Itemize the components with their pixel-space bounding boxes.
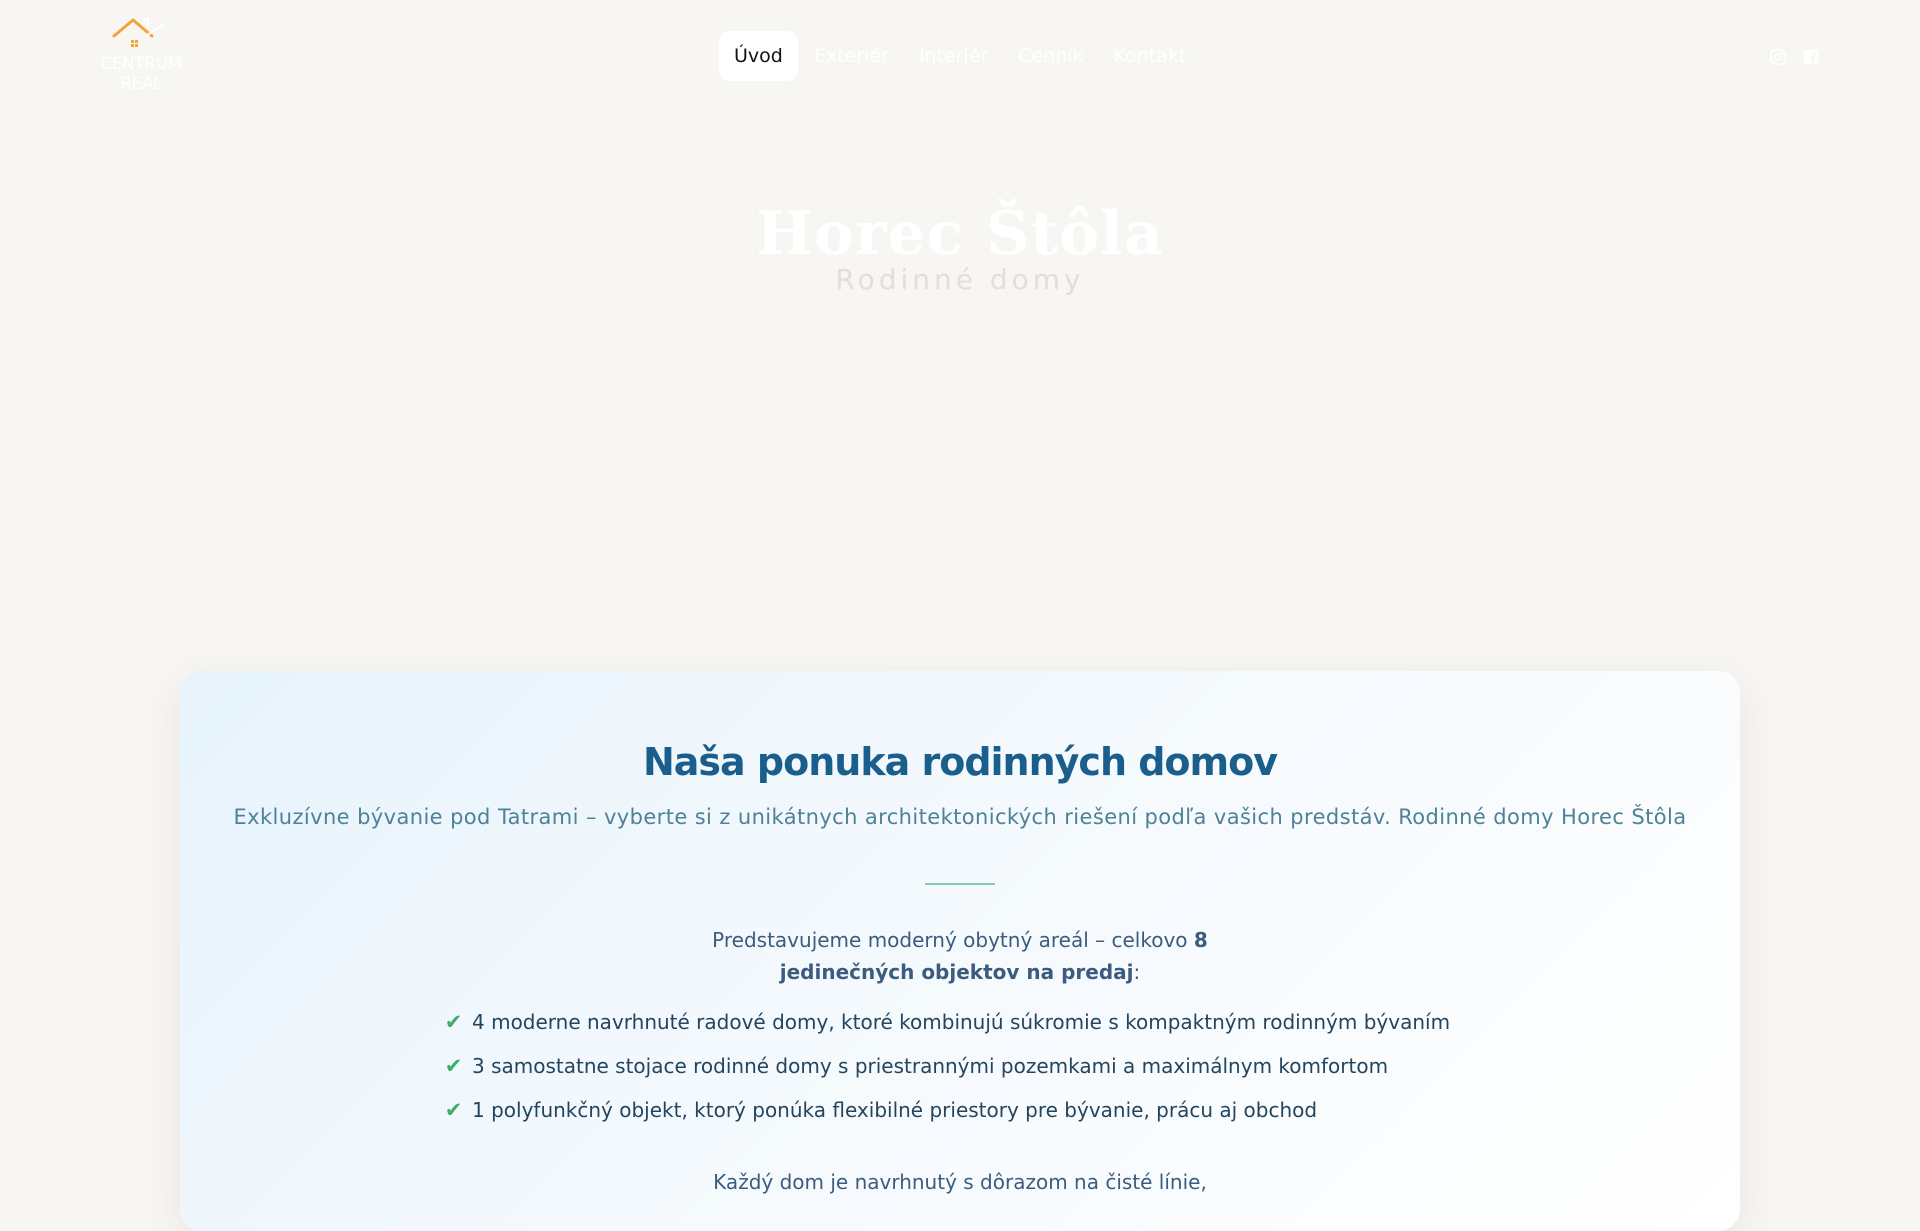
- nav-item-interier[interactable]: Interiér: [918, 45, 989, 67]
- nav-item-exterier[interactable]: Exteriér: [813, 45, 889, 67]
- feature-text: 4 moderne navrhnuté radové domy, ktoré kombinujú súkromie s kompaktným rodinným bývaním: [472, 1010, 1451, 1034]
- feature-text: 3 samostatne stojace rodinné domy s priestrannými pozemkami a maximálnym komfortom: [472, 1054, 1389, 1078]
- section-divider: [925, 883, 995, 885]
- facebook-icon[interactable]: [1802, 48, 1820, 66]
- offer-intro-suffix: :: [1133, 960, 1141, 984]
- logo-text-line2: REAL: [120, 74, 162, 94]
- offer-intro-highlight: 8 jedinečných objektov na predaj: [779, 928, 1208, 984]
- offer-title: Naša ponuka rodinných domov: [642, 740, 1278, 784]
- list-item: [444, 1007, 1450, 1037]
- hero-title: Horec Štôla: [756, 199, 1164, 269]
- offer-intro-prefix: Predstavujeme moderný obytný areál – celkovo: [712, 928, 1188, 952]
- nav-item-uvod[interactable]: Úvod: [719, 31, 798, 81]
- feature-text: 1 polyfunkčný objekt, ktorý ponúka flexibilné priestory pre bývanie, prácu aj obchod: [472, 1098, 1318, 1122]
- checkmark-icon: ✔: [444, 1054, 463, 1078]
- offer-subtitle: Exkluzívne bývanie pod Tatrami – vyberte si z unikátnych architektonických riešení podľa vašich predstáv. Rodinné domy Horec Štôla: [233, 805, 1687, 829]
- centrum-real-logo[interactable]: [86, 14, 196, 100]
- nav-item-kontakt[interactable]: Kontakt: [1113, 45, 1187, 67]
- logo-text-line1: CENTRUM: [100, 54, 182, 74]
- list-item: [444, 1051, 1388, 1081]
- checkmark-icon: ✔: [444, 1010, 463, 1034]
- house-roof-icon: [86, 14, 196, 54]
- checkmark-icon: ✔: [444, 1098, 463, 1122]
- instagram-icon[interactable]: [1769, 48, 1787, 66]
- hero-subtitle: Rodinné domy: [835, 263, 1085, 296]
- nav-item-cennik[interactable]: Cenník: [1018, 45, 1084, 67]
- offer-outro: Každý dom je navrhnutý s dôrazom na čisté línie,: [713, 1170, 1207, 1194]
- main-navigation: [719, 31, 1201, 81]
- offer-card: [180, 671, 1740, 1231]
- list-item: [444, 1095, 1317, 1125]
- offer-intro: [660, 924, 1260, 988]
